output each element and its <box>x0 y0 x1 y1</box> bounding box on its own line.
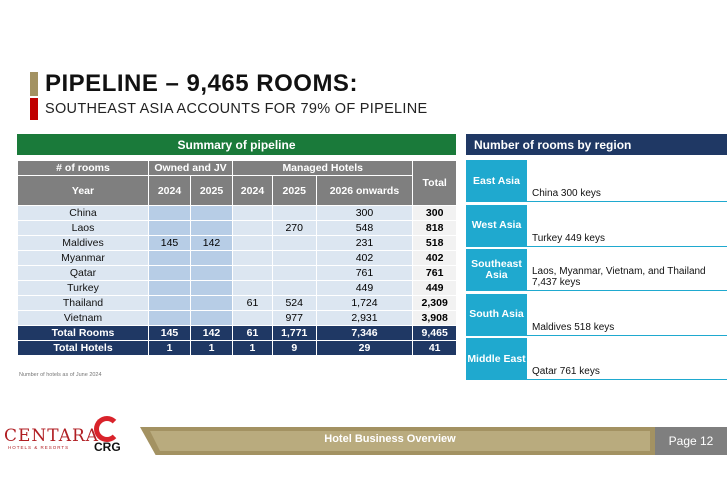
cell <box>149 206 191 221</box>
cell <box>191 311 233 326</box>
table-row <box>18 266 457 281</box>
cell <box>233 311 273 326</box>
region-label: West Asia <box>466 205 527 247</box>
table-row <box>18 311 457 326</box>
year-header: 2025 <box>272 176 316 206</box>
footer-title: Hotel Business Overview <box>324 433 456 445</box>
cell: 1,724 <box>316 296 413 311</box>
region-header: Number of rooms by region <box>466 134 727 155</box>
table-row <box>18 281 457 296</box>
total-cell: 3,908 <box>413 311 457 326</box>
cell: 1 <box>233 341 273 356</box>
page-number: Page 12 <box>655 427 727 455</box>
row-label: Qatar <box>18 266 149 281</box>
table-row <box>18 296 457 311</box>
cell <box>191 296 233 311</box>
cell <box>233 221 273 236</box>
cell: 61 <box>233 296 273 311</box>
row-label: Total Hotels <box>18 341 149 356</box>
cell: 145 <box>149 326 191 341</box>
total-cell: 41 <box>413 341 457 356</box>
cell <box>233 266 273 281</box>
region-label: Southeast Asia <box>466 249 527 291</box>
table-row <box>18 236 457 251</box>
cell <box>149 281 191 296</box>
cell: 300 <box>316 206 413 221</box>
cell: 2,931 <box>316 311 413 326</box>
cell <box>233 281 273 296</box>
crg-logo-icon <box>94 416 120 442</box>
cell <box>233 236 273 251</box>
row-label: China <box>18 206 149 221</box>
cell: 142 <box>191 236 233 251</box>
title-accent-red <box>30 98 38 120</box>
pipeline-table <box>17 160 457 356</box>
region-divider <box>527 290 727 291</box>
summary-header: Summary of pipeline <box>17 134 456 155</box>
logo-subtext: HOTELS & RESORTS <box>8 445 70 450</box>
logo-wordmark: CENTARA <box>4 426 100 446</box>
region-detail: Maldives 518 keys <box>532 321 615 333</box>
cell <box>272 251 316 266</box>
cell: 548 <box>316 221 413 236</box>
table-row <box>18 221 457 236</box>
region-detail: Qatar 761 keys <box>532 366 600 377</box>
col-year-header: Year <box>18 176 149 206</box>
title-accent-gold <box>30 72 38 96</box>
year-header: 2024 <box>233 176 273 206</box>
region-divider <box>527 246 727 247</box>
col-rooms-header: # of rooms <box>18 161 149 176</box>
cell <box>191 221 233 236</box>
year-header: 2026 onwards <box>316 176 413 206</box>
cell: 524 <box>272 296 316 311</box>
cell <box>149 311 191 326</box>
region-detail: Turkey 449 keys <box>532 232 605 244</box>
year-header: 2025 <box>191 176 233 206</box>
page-subtitle: SOUTHEAST ASIA ACCOUNTS FOR 79% OF PIPELINE <box>45 101 428 117</box>
cell: 1 <box>191 341 233 356</box>
total-cell: 818 <box>413 221 457 236</box>
cell <box>191 266 233 281</box>
cell: 61 <box>233 326 273 341</box>
region-detail: China 300 keys <box>532 188 601 199</box>
cell: 402 <box>316 251 413 266</box>
cell <box>272 206 316 221</box>
region-label: East Asia <box>466 160 527 202</box>
col-owned-header: Owned and JV <box>149 161 233 176</box>
cell <box>272 236 316 251</box>
region-detail: Laos, Myanmar, Vietnam, and Thailand 7,437 keys <box>532 266 706 288</box>
cell: 977 <box>272 311 316 326</box>
cell <box>191 206 233 221</box>
table-row <box>18 206 457 221</box>
region-item <box>466 160 727 202</box>
total-hotels-row <box>18 341 457 356</box>
crg-label: CRG <box>94 440 121 454</box>
row-label: Total Rooms <box>18 326 149 341</box>
region-item <box>466 294 727 336</box>
row-label: Laos <box>18 221 149 236</box>
total-cell: 402 <box>413 251 457 266</box>
cell: 29 <box>316 341 413 356</box>
page-title: PIPELINE – 9,465 ROOMS: <box>45 70 358 97</box>
row-label: Turkey <box>18 281 149 296</box>
region-item <box>466 338 727 380</box>
footnote: Number of hotels as of June 2024 <box>19 372 102 378</box>
cell: 142 <box>191 326 233 341</box>
total-rooms-row <box>18 326 457 341</box>
region-divider <box>527 335 727 336</box>
region-label: Middle East <box>466 338 527 380</box>
col-total-header: Total <box>413 161 457 206</box>
cell <box>191 251 233 266</box>
total-cell: 300 <box>413 206 457 221</box>
cell: 7,346 <box>316 326 413 341</box>
region-divider <box>527 201 727 202</box>
cell <box>149 266 191 281</box>
region-label: South Asia <box>466 294 527 336</box>
cell <box>149 221 191 236</box>
total-cell: 9,465 <box>413 326 457 341</box>
cell <box>149 251 191 266</box>
cell: 145 <box>149 236 191 251</box>
region-item <box>466 205 727 247</box>
cell <box>272 281 316 296</box>
cell <box>149 296 191 311</box>
cell: 270 <box>272 221 316 236</box>
region-item <box>466 249 727 291</box>
total-cell: 518 <box>413 236 457 251</box>
cell: 1,771 <box>272 326 316 341</box>
row-label: Maldives <box>18 236 149 251</box>
table-row <box>18 251 457 266</box>
cell: 1 <box>149 341 191 356</box>
total-cell: 449 <box>413 281 457 296</box>
year-header: 2024 <box>149 176 191 206</box>
total-cell: 761 <box>413 266 457 281</box>
cell: 9 <box>272 341 316 356</box>
cell: 231 <box>316 236 413 251</box>
cell <box>272 266 316 281</box>
col-managed-header: Managed Hotels <box>233 161 413 176</box>
cell <box>233 206 273 221</box>
row-label: Thailand <box>18 296 149 311</box>
row-label: Vietnam <box>18 311 149 326</box>
row-label: Myanmar <box>18 251 149 266</box>
cell: 761 <box>316 266 413 281</box>
cell <box>233 251 273 266</box>
total-cell: 2,309 <box>413 296 457 311</box>
region-divider <box>527 379 727 380</box>
cell: 449 <box>316 281 413 296</box>
cell <box>191 281 233 296</box>
company-logo <box>0 412 135 462</box>
